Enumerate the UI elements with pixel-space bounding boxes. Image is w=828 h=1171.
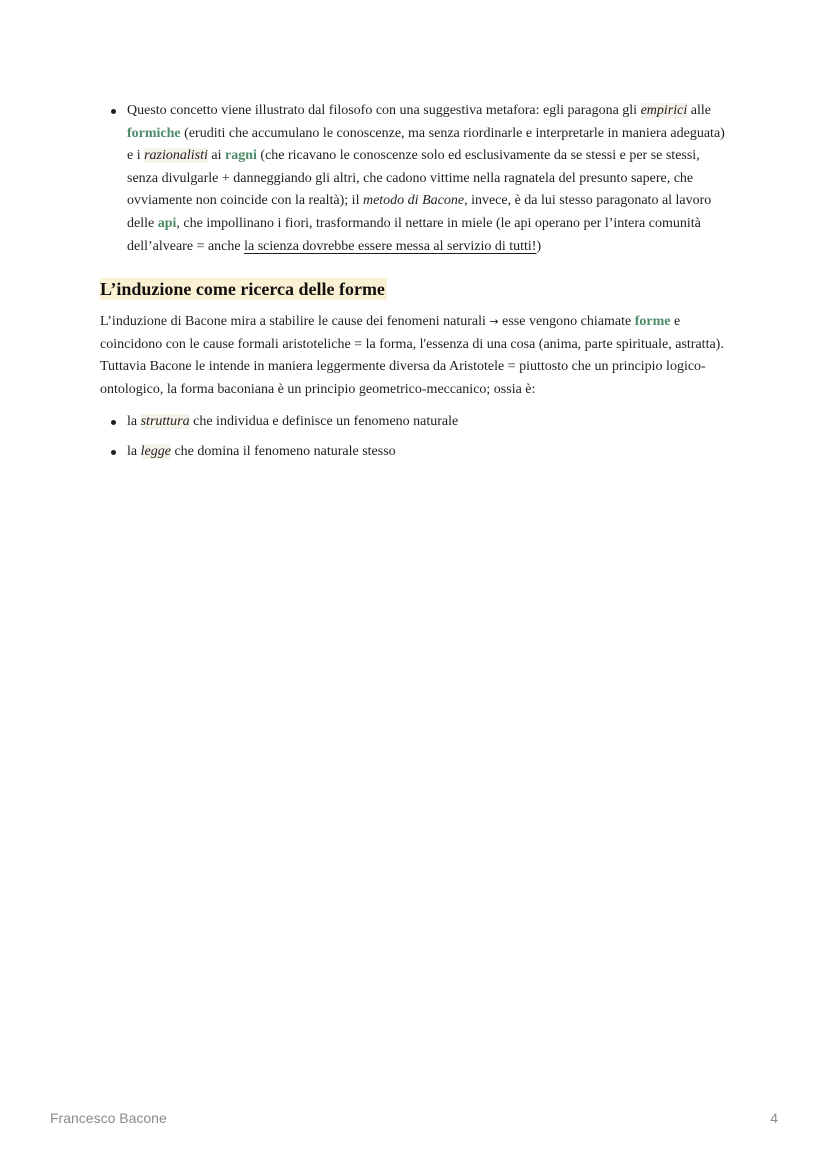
text-run: (che ricavano le conoscenze solo ed esclusivamente da se stessi e per se stessi, senza divulgarle + danneggiando gli altri, che cadono vittime nella ragnatela del presunto sapere, che ovviamente non coincide con la realtà); il [127,148,700,209]
text-run: e coincidono con le cause formali aristoteliche = la forma, l'essenza di una cosa (anima, parte spirituale, astratta). Tuttavia Bacone le intende in maniera leggermente diversa da Aristotele = piuttosto che un principio logico-ontologico, la forma baconiana è un principio geometrico-meccanico; ossia è: [100,314,724,397]
text-run: Questo concetto viene illustrato dal filosofo con una suggestiva metafora: egli paragona gli [127,103,641,118]
forme-list [100,411,728,464]
term-formiche: formiche [127,125,181,141]
section-heading [100,277,728,301]
text-run: esse vengono chiamate [498,314,635,330]
text-run: alle [687,103,711,118]
term-metodo-di-bacone: metodo di Bacone [362,193,465,209]
term-struttura: struttura [140,413,190,429]
section-paragraph [100,311,728,401]
term-empirici: empirici [640,103,688,118]
term-api: api [157,215,177,231]
text-run: , invece, è da lui stesso paragonato al lavoro delle [127,193,712,231]
text-run: la [127,413,141,429]
text-run: la [127,444,141,460]
underlined-phrase: la scienza dovrebbe essere messa al servizio di tutti! [244,238,537,254]
list-item [100,441,728,464]
text-run: ) [536,238,542,254]
term-legge: legge [140,444,171,460]
arrow-right-icon: → [489,315,499,329]
text-run: che domina il fenomeno naturale stesso [170,444,396,460]
metaphor-bullet [100,100,728,258]
metaphor-list [100,100,728,258]
text-run: L’induzione di Bacone mira a stabilire le cause dei fenomeni naturali [100,314,490,330]
page-content [100,100,728,472]
term-razionalisti: razionalisti [144,148,208,164]
text-run: ai [207,148,226,164]
text-run: (eruditi che accumulano le conoscenze, ma senza riordinarle e interpretarle in maniera adeguata) e i [127,125,725,164]
section-heading-text: L’induzione come ricerca delle forme [100,279,385,300]
term-forme: forme [634,314,671,330]
footer-title: Francesco Bacone [50,1110,167,1126]
term-ragni: ragni [225,148,257,164]
list-item [100,411,728,434]
text-run: , che impollinano i fiori, trasformando il nettare in miele (le api operano per l’intera comunità dell’alveare = anche [127,215,701,254]
text-run: che individua e definisce un fenomeno naturale [189,413,459,429]
page-number: 4 [770,1110,778,1126]
